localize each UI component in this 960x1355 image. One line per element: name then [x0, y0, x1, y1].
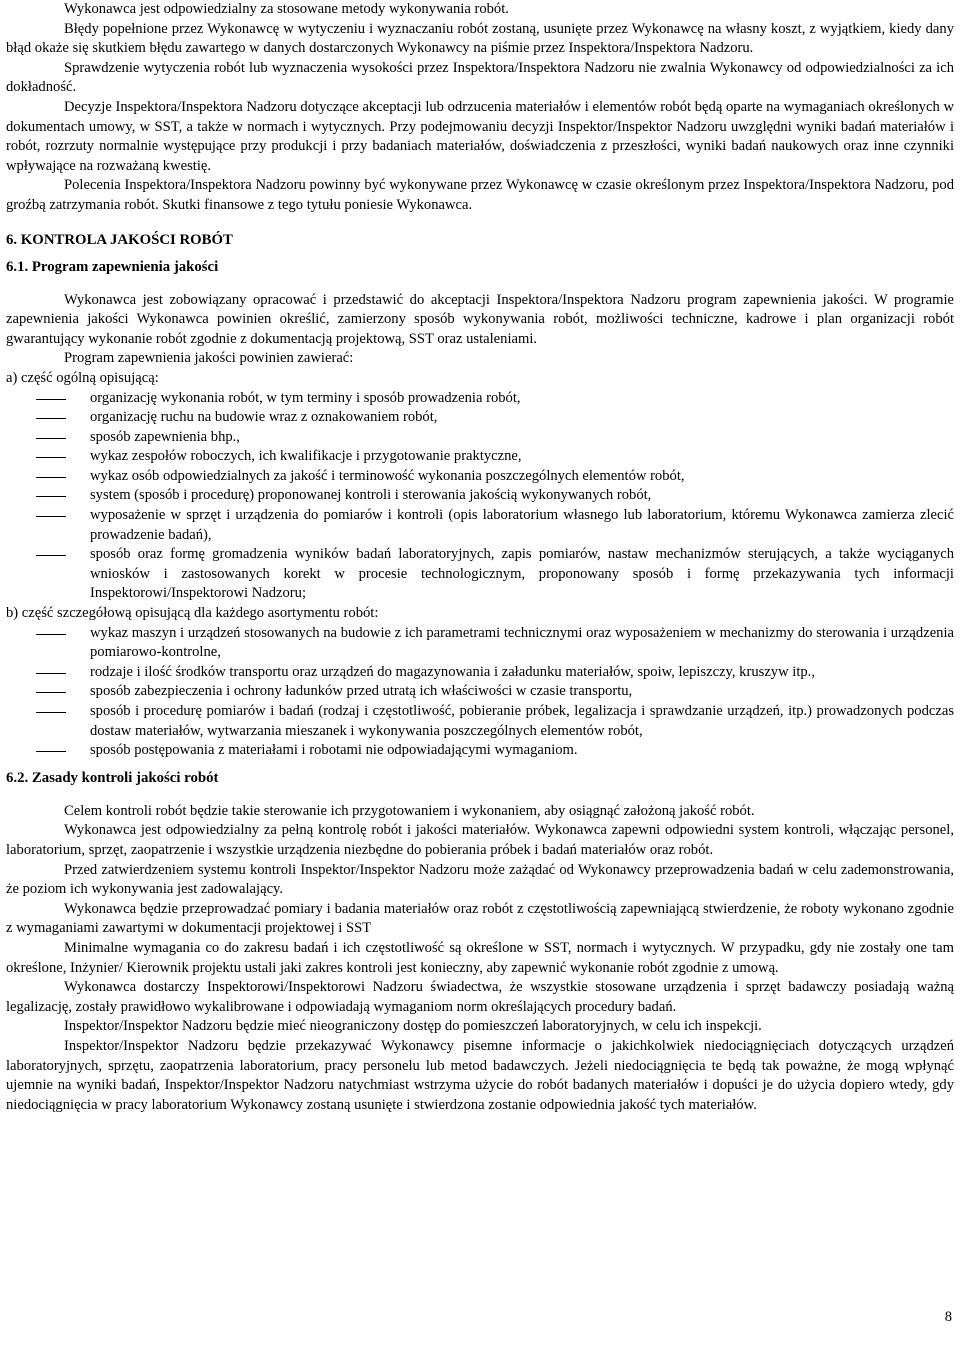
list-item: organizację ruchu na budowie wraz z oznakowaniem robót,	[6, 408, 954, 428]
section-heading: 6. KONTROLA JAKOŚCI ROBÓT	[6, 231, 233, 248]
paragraph: Inspektor/Inspektor Nadzoru będzie przekazywać Wykonawcy pisemne informacje o jakichkolwiek niedociągnięciach dotyczących urządzeń laboratoryjnych, sprzętu, zaopatrzenia laboratorium, pracy personelu lub metod badawczych. Jeżeli niedociągnięcia te będą tak poważne, że mogą wpłynąć ujemnie na wyniki badań, Inspektor/Inspektor Nadzoru natychmiast wstrzyma użycie do robót badanych materiałów i dopuści je do użycia dopiero wtedy, gdy niedociągnięcia w pracy laboratorium Wykonawcy zostaną usunięte i stwierdzona zostanie odpowiednia jakość tych materiałów.	[6, 1037, 954, 1113]
list-item: sposób oraz formę gromadzenia wyników badań laboratoryjnych, zapis pomiarów, nastaw mechanizmów sterujących, a także wyciąganych wniosków i zastosowanych korekt w procesie technologicznym, proponowany sposób i formę przekazywania tych informacji Inspektorowi/Inspektorowi Nadzoru;	[6, 545, 954, 604]
paragraph: Inspektor/Inspektor Nadzoru będzie mieć nieograniczony dostęp do pomieszczeń laboratoryjnych, w celu ich inspekcji.	[64, 1018, 762, 1035]
paragraph: Sprawdzenie wytyczenia robót lub wyznaczenia wysokości przez Inspektora/Inspektora Nadzoru nie zwalnia Wykonawcy od odpowiedzialności za ich dokładność.	[6, 59, 954, 96]
list-item: sposób postępowania z materiałami i robotami nie odpowiadającymi wymaganiom.	[6, 741, 954, 761]
list-item: organizację wykonania robót, w tym terminy i sposób prowadzenia robót,	[6, 389, 954, 409]
list-item: sposób zabezpieczenia i ochrony ładunków przed utratą ich właściwości w czasie transportu,	[6, 682, 954, 702]
paragraph: Wykonawca będzie przeprowadzać pomiary i badania materiałów oraz robót z częstotliwością zapewniającą stwierdzenie, że roboty wykonano zgodnie z wymaganiami zawartymi w dokumentacji projektowej i SST	[6, 900, 954, 937]
list-intro-b: b) część szczegółową opisującą dla każdego asortymentu robót:	[6, 605, 379, 622]
paragraph: Polecenia Inspektora/Inspektora Nadzoru powinny być wykonywane przez Wykonawcę w czasie określonym przez Inspektora/Inspektora Nadzoru, pod groźbą zatrzymania robót. Skutki finansowe z tego tytułu poniesie Wykonawca.	[6, 177, 954, 213]
page-number: 8	[944, 1309, 952, 1325]
paragraph: Celem kontroli robót będzie takie sterowanie ich przygotowaniem i wykonaniem, aby osiągnąć założoną jakość robót.	[64, 802, 755, 819]
subsection-heading: 6.2. Zasady kontroli jakości robót	[6, 769, 219, 786]
list-item: wyposażenie w sprzęt i urządzenia do pomiarów i kontroli (opis laboratorium własnego lub laboratorium, któremu Wykonawca zamierza zlecić prowadzenie badań),	[6, 506, 954, 545]
list-item: system (sposób i procedurę) proponowanej kontroli i sterowania jakością wykonywanych robót,	[6, 486, 954, 506]
paragraph: Wykonawca dostarczy Inspektorowi/Inspektorowi Nadzoru świadectwa, że wszystkie stosowane urządzenia i sprzęt badawczy posiadają ważną legalizację, zostały prawidłowo wykalibrowane i odpowiadają wymaganiom norm określających procedury badań.	[6, 979, 954, 1015]
list-b	[6, 624, 954, 761]
paragraph: Przed zatwierdzeniem systemu kontroli Inspektor/Inspektor Nadzoru może zażądać od Wykonawcy przeprowadzenia badań w celu zademonstrowania, że poziom ich wykonywania jest zadowalający.	[6, 861, 954, 898]
list-item: wykaz osób odpowiedzialnych za jakość i terminowość wykonania poszczególnych elementów robót,	[6, 467, 954, 487]
list-intro-a: a) część ogólną opisującą:	[6, 369, 159, 386]
subsection-heading: 6.1. Program zapewnienia jakości	[6, 258, 219, 275]
list-item: wykaz zespołów roboczych, ich kwalifikacje i przygotowanie praktyczne,	[6, 447, 954, 467]
paragraph: Wykonawca jest zobowiązany opracować i przedstawić do akceptacji Inspektora/Inspektora Nadzoru program zapewnienia jakości. W programie zapewnienia jakości Wykonawca powinien określić, zamierzony sposób wykonywania robót, możliwości techniczne, kadrowe i plan organizacji robót gwarantujący wykonanie robót zgodnie z dokumentacją projektową, SST oraz ustaleniami.	[6, 291, 954, 347]
list-item: rodzaje i ilość środków transportu oraz urządzeń do magazynowania i załadunku materiałów, spoiw, lepiszczy, kruszyw itp.,	[6, 663, 954, 683]
paragraph: Decyzje Inspektora/Inspektora Nadzoru dotyczące akceptacji lub odrzucenia materiałów i elementów robót będą oparte na wymaganiach określonych w dokumentach umowy, w SST, a także w normach i wytycznych. Przy podejmowaniu decyzji Inspektor/Inspektor Nadzoru uwzględni wyniki badań materiałów i robót, rozrzuty normalnie występujące przy produkcji i przy badaniach materiałów, doświadczenia z przeszłości, wyniki badań naukowych oraz inne czynniki wpływające na rozważaną kwestię.	[6, 98, 954, 174]
paragraph: Błędy popełnione przez Wykonawcę w wytyczeniu i wyznaczaniu robót zostaną, usunięte przez Wykonawcę na własny koszt, z wyjątkiem, kiedy dany błąd okaże się skutkiem błędu zawartego w danych dostarczonych Wykonawcy na piśmie przez Inspektora/Inspektora Nadzoru.	[6, 20, 954, 57]
paragraph: Minimalne wymagania co do zakresu badań i ich częstotliwość są określone w SST, normach i wytycznych. W przypadku, gdy nie zostały one tam określone, Inżynier/ Kierownik projektu ustali jaki zakres kontroli jest konieczny, aby zapewnić wykonanie robót zgodnie z umową.	[6, 939, 954, 976]
paragraph: Wykonawca jest odpowiedzialny za pełną kontrolę robót i jakości materiałów. Wykonawca zapewni odpowiedni system kontroli, włączając personel, laboratorium, sprzęt, zaopatrzenie i wszystkie urządzenia niezbędne do pobierania próbek i badań materiałów oraz robót.	[6, 822, 954, 858]
list-item: wykaz maszyn i urządzeń stosowanych na budowie z ich parametrami technicznymi oraz wyposażeniem w mechanizmy do sterowania i urządzenia pomiarowo-kontrolne,	[6, 624, 954, 663]
paragraph: Wykonawca jest odpowiedzialny za stosowane metody wykonywania robót.	[64, 1, 509, 17]
list-item: sposób zapewnienia bhp.,	[6, 428, 954, 448]
list-item: sposób i procedurę pomiarów i badań (rodzaj i częstotliwość, pobieranie próbek, legalizacja i sprawdzanie urządzeń, itp.) prowadzonych podczas dostaw materiałów, wytwarzania mieszanek i wykonywania poszczególnych elementów robót,	[6, 702, 954, 741]
paragraph: Program zapewnienia jakości powinien zawierać:	[64, 350, 354, 367]
list-a	[6, 389, 954, 605]
